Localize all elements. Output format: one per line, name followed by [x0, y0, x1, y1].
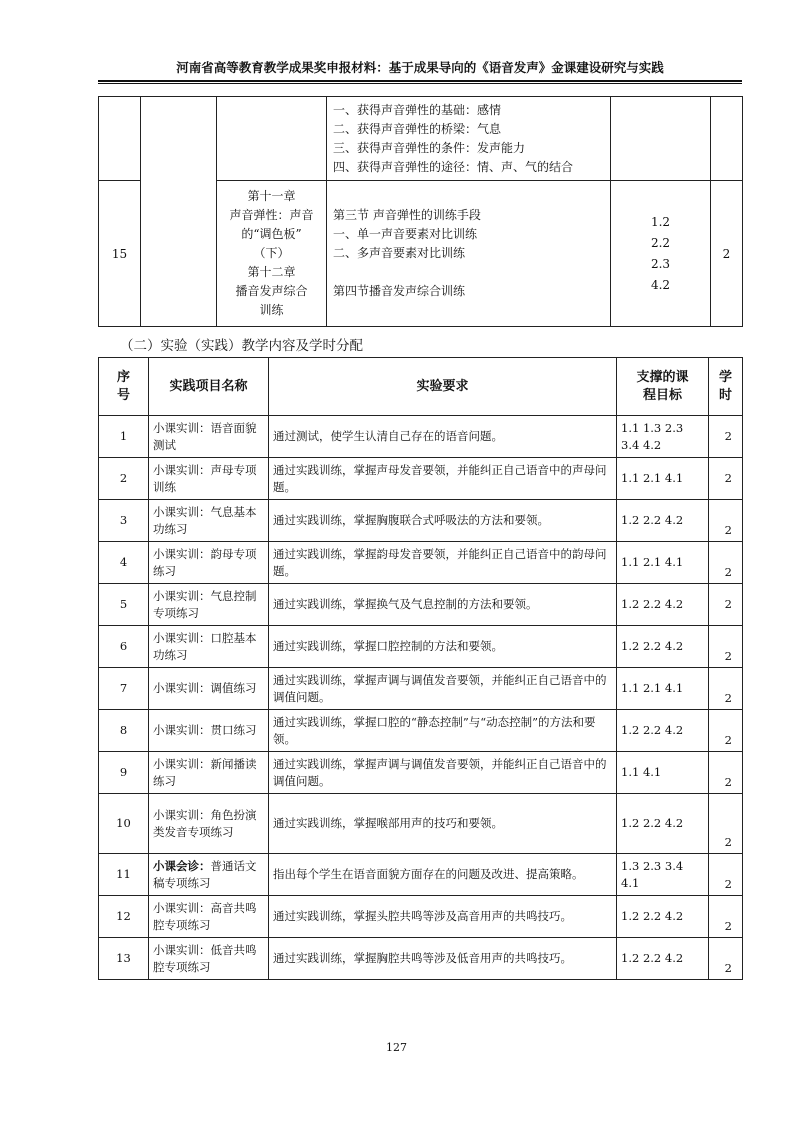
table-body	[99, 416, 743, 980]
name-lead: 小课实训：	[153, 723, 211, 737]
hours: 2	[709, 500, 743, 542]
table-row	[99, 458, 743, 500]
name-rest: 气息控制专项练习	[153, 588, 257, 620]
requirement: 通过实践训练，掌握喉部用声的技巧和要领。	[269, 794, 617, 854]
course-target: 1.2 2.2 4.2	[617, 626, 709, 668]
requirement: 通过实践训练，掌握韵母发音要领，并能纠正自己语音中的韵母问题。	[269, 542, 617, 584]
project-name	[149, 794, 269, 854]
name-lead: 小课实训：	[153, 942, 211, 957]
course-target: 1.2 2.2 4.2	[617, 938, 709, 980]
week-cell	[99, 97, 141, 181]
requirement: 通过测试，使学生认清自己存在的语音问题。	[269, 416, 617, 458]
name-rest: 高音共鸣腔专项练习	[153, 900, 257, 932]
hours-cell	[711, 97, 743, 181]
header-text: 序	[116, 369, 130, 385]
target-value: 2.2	[650, 235, 671, 250]
name-rest: 口腔基本功练习	[153, 630, 257, 662]
table-row	[99, 752, 743, 794]
table-row	[99, 97, 743, 181]
chapter-line: 第十一章	[247, 189, 296, 203]
content-line: 三、获得声音弹性的条件：发声能力	[333, 140, 526, 155]
content-cell	[327, 97, 611, 181]
requirement: 通过实践训练，掌握头腔共鸣等涉及高音用声的共鸣技巧。	[269, 896, 617, 938]
hours: 2	[709, 938, 743, 980]
header-text: 学	[718, 369, 732, 385]
course-target: 1.2 2.2 4.2	[617, 500, 709, 542]
course-target: 1.1 2.1 4.1	[617, 668, 709, 710]
row-number: 4	[99, 542, 149, 584]
table-row	[99, 710, 743, 752]
content-line: 第四节播音发声综合训练	[333, 284, 466, 298]
row-number: 2	[99, 458, 149, 500]
requirement: 通过实践训练，掌握胸腹联合式呼吸法的方法和要领。	[269, 500, 617, 542]
name-rest: 调值练习	[210, 681, 257, 695]
header-name: 实践项目名称	[149, 358, 269, 416]
chapter-line: 的“调色板”	[241, 227, 302, 241]
name-rest: 贯口练习	[210, 723, 257, 737]
table-row	[99, 938, 743, 980]
project-name	[149, 458, 269, 500]
header-rule-thin	[98, 83, 742, 84]
header-target	[617, 358, 709, 416]
chapter-line: 训练	[259, 303, 284, 317]
name-rest: 低音共鸣腔专项练习	[153, 942, 257, 974]
target-value: 4.2	[650, 277, 671, 292]
chapter-line: 第十二章	[247, 265, 296, 279]
requirement: 通过实践训练，掌握胸腔共鸣等涉及低音用声的共鸣技巧。	[269, 938, 617, 980]
name-rest: 气息基本功练习	[153, 504, 257, 536]
hours-value: 2	[711, 181, 743, 327]
name-rest: 角色扮演类发音专项练习	[153, 807, 257, 839]
content-line	[333, 263, 610, 282]
requirement: 通过实践训练，掌握声调与调值发音要领，并能纠正自己语音中的调值问题。	[269, 752, 617, 794]
theory-schedule-table	[98, 96, 743, 327]
name-lead: 小课实训：	[153, 588, 211, 603]
chapter-cell	[217, 181, 327, 327]
hours: 2	[709, 710, 743, 752]
hours: 2	[709, 668, 743, 710]
name-lead: 小课实训：	[153, 756, 211, 771]
chapter-line: （下）	[253, 246, 290, 260]
content-line: 四、获得声音弹性的途径：情、声、气的结合	[333, 159, 574, 174]
row-number: 13	[99, 938, 149, 980]
section-title: （二）实验（实践）教学内容及学时分配	[120, 338, 363, 354]
document-header: 河南省高等教育教学成果奖申报材料：基于成果导向的《语音发声》金课建设研究与实践	[176, 60, 664, 75]
header-text: 程目标	[642, 387, 682, 403]
project-name	[149, 626, 269, 668]
name-lead: 小课实训：	[153, 504, 211, 519]
content-line: 第三节 声音弹性的训练手段	[333, 208, 481, 222]
name-lead: 小课实训：	[153, 630, 211, 645]
requirement: 通过实践训练，掌握口腔控制的方法和要领。	[269, 626, 617, 668]
header-hours	[709, 358, 743, 416]
requirement: 通过实践训练，掌握声调与调值发音要领，并能纠正自己语音中的调值问题。	[269, 668, 617, 710]
target-value: 2.3	[650, 256, 671, 271]
content-line: 一、单一声音要素对比训练	[333, 227, 478, 241]
name-lead: 小课实训：	[153, 462, 211, 477]
header-rule	[98, 80, 742, 82]
header-requirement: 实验要求	[269, 358, 617, 416]
row-number: 1	[99, 416, 149, 458]
page-number: 127	[386, 1041, 407, 1054]
hours: 2	[709, 626, 743, 668]
content-line: 二、获得声音弹性的桥梁：气息	[333, 121, 502, 136]
requirement: 通过实践训练，掌握口腔的“静态控制”与“动态控制”的方法和要领。	[269, 710, 617, 752]
hours: 2	[709, 584, 743, 626]
row-number: 6	[99, 626, 149, 668]
header-text: 支撑的课	[636, 369, 689, 385]
content-cell	[327, 181, 611, 327]
table-row	[99, 896, 743, 938]
name-lead: 小课实训：	[153, 807, 211, 822]
project-name	[149, 854, 269, 896]
content-line: 一、获得声音弹性的基础：感情	[333, 102, 502, 117]
header-num	[99, 358, 149, 416]
name-lead: 小课实训：	[153, 420, 211, 435]
hours: 2	[709, 794, 743, 854]
target-cell	[611, 181, 711, 327]
table-row	[99, 500, 743, 542]
course-target: 1.2 2.2 4.2	[617, 794, 709, 854]
project-name	[149, 896, 269, 938]
project-name	[149, 938, 269, 980]
row-number: 10	[99, 794, 149, 854]
hours: 2	[709, 458, 743, 500]
target-value: 1.2	[650, 214, 671, 229]
project-name	[149, 668, 269, 710]
name-rest: 新闻播读练习	[153, 756, 257, 788]
project-name	[149, 416, 269, 458]
course-target: 1.1 2.1 4.1	[617, 542, 709, 584]
unit-cell	[141, 97, 217, 327]
course-target: 1.1 1.3 2.3 3.4 4.2	[617, 416, 709, 458]
table-row	[99, 584, 743, 626]
table-row	[99, 794, 743, 854]
project-name	[149, 584, 269, 626]
requirement: 通过实践训练，掌握声母发音要领，并能纠正自己语音中的声母问题。	[269, 458, 617, 500]
table-row	[99, 668, 743, 710]
table-header-row	[99, 358, 743, 416]
table-row	[99, 542, 743, 584]
course-target: 1.2 2.2 4.2	[617, 584, 709, 626]
hours: 2	[709, 896, 743, 938]
hours: 2	[709, 854, 743, 896]
chapter-cell	[217, 97, 327, 181]
project-name	[149, 500, 269, 542]
row-number: 3	[99, 500, 149, 542]
name-lead: 小课实训：	[153, 681, 211, 695]
name-lead: 小课实训：	[153, 546, 211, 561]
course-target: 1.3 2.3 3.4 4.1	[617, 854, 709, 896]
row-number: 11	[99, 854, 149, 896]
course-target: 1.1 2.1 4.1	[617, 458, 709, 500]
row-number: 7	[99, 668, 149, 710]
course-target: 1.2 2.2 4.2	[617, 896, 709, 938]
project-name	[149, 542, 269, 584]
requirement: 指出每个学生在语音面貌方面存在的问题及改进、提高策略。	[269, 854, 617, 896]
content-line: 二、多声音要素对比训练	[333, 246, 466, 260]
header-text: 号	[116, 387, 130, 403]
header-text: 时	[718, 387, 732, 403]
course-target: 1.2 2.2 4.2	[617, 710, 709, 752]
row-number: 9	[99, 752, 149, 794]
name-lead: 小课实训：	[153, 900, 211, 915]
table-row	[99, 416, 743, 458]
hours: 2	[709, 542, 743, 584]
week-number: 15	[99, 181, 141, 327]
table-row	[99, 626, 743, 668]
project-name	[149, 710, 269, 752]
practice-schedule-table	[98, 357, 743, 980]
hours: 2	[709, 416, 743, 458]
table-row	[99, 854, 743, 896]
row-number: 12	[99, 896, 149, 938]
row-number: 8	[99, 710, 149, 752]
hours: 2	[709, 752, 743, 794]
row-number: 5	[99, 584, 149, 626]
target-cell	[611, 97, 711, 181]
course-target: 1.1 4.1	[617, 752, 709, 794]
name-rest: 韵母专项练习	[153, 546, 257, 578]
name-rest: 普通话文稿专项练习	[153, 858, 257, 890]
name-lead: 小课会诊：	[153, 858, 211, 873]
project-name	[149, 752, 269, 794]
chapter-line: 声音弹性：声音	[229, 208, 314, 222]
name-rest: 声母专项训练	[153, 462, 257, 494]
chapter-line: 播音发声综合	[235, 284, 308, 298]
requirement: 通过实践训练，掌握换气及气息控制的方法和要领。	[269, 584, 617, 626]
name-rest: 语音面貌测试	[153, 420, 257, 452]
